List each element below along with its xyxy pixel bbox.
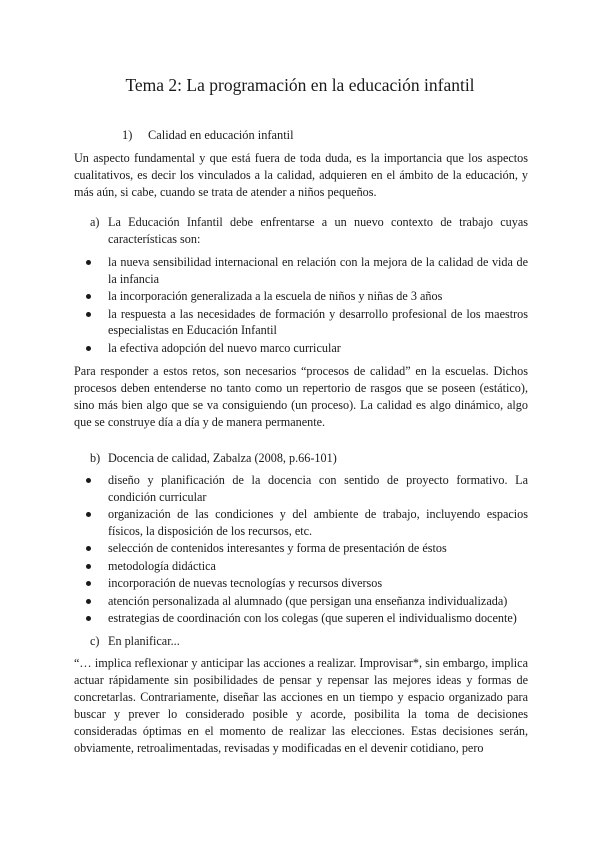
quote-paragraph: “… implica reflexionar y anticipar las acciones a realizar. Improvisar*, sin embargo, implica actuar rápidamente sin posibilidades de pensar y repensar las mejores ideas y formas de concretarlas. Contrariamente, diseñar las acciones en un tiempo y espacio organizado para buscar y prever lo considerado posible y acorde, posibilita la toma de decisiones consideradas óptimas en el momento de realizar las elecciones. Estas decisiones serán, obviamente, retroalimentadas, revisadas y modificadas en el devenir cotidiano, pero: [74, 656, 528, 755]
bullet-icon: [86, 581, 91, 586]
subsection-c-heading: [74, 633, 528, 650]
bullet-icon: [86, 260, 91, 265]
bullet-icon: [86, 564, 91, 569]
list-item: la nueva sensibilidad internacional en relación con la mejora de la calidad de vida de la infancia: [74, 254, 528, 287]
section-1-title: Calidad en educación infantil: [148, 128, 294, 142]
subsection-a-heading: [74, 214, 528, 248]
subsection-b-list: [74, 472, 528, 627]
list-item: atención personalizada al alumnado (que persigan una enseñanza individualizada): [74, 593, 528, 610]
section-1-number: 1): [122, 128, 133, 142]
bullet-icon: [86, 312, 91, 317]
bullet-icon: [86, 346, 91, 351]
subsection-a-label: a): [90, 215, 100, 229]
list-item: estrategias de coordinación con los colegas (que superen el individualismo docente): [74, 610, 528, 627]
bullet-icon: [86, 599, 91, 604]
bullet-icon: [86, 478, 91, 483]
list-item: selección de contenidos interesantes y forma de presentación de éstos: [74, 540, 528, 557]
bullet-icon: [86, 546, 91, 551]
subsection-c-text: En planificar...: [108, 634, 180, 648]
list-item: incorporación de nuevas tecnologías y recursos diversos: [74, 575, 528, 592]
list-item: la incorporación generalizada a la escuela de niños y niñas de 3 años: [74, 288, 528, 305]
bullet-icon: [86, 616, 91, 621]
subsection-c-label: c): [90, 634, 100, 648]
page-title: Tema 2: La programación en la educación infantil: [125, 75, 475, 95]
bullet-icon: [86, 512, 91, 517]
processes-paragraph: Para responder a estos retos, son necesarios “procesos de calidad” en la escuelas. Dichos procesos deben entenderse no tanto como un repertorio de rasgos que se poseen (estático), sino más bien algo que se va consiguiendo (un proceso). La calidad es algo dinámico, algo que se construye día a día y de manera permanente.: [74, 364, 528, 429]
list-item: metodología didáctica: [74, 558, 528, 575]
subsection-a-text: La Educación Infantil debe enfrentarse a un nuevo contexto de trabajo cuyas características son:: [108, 215, 528, 246]
intro-paragraph: Un aspecto fundamental y que está fuera de toda duda, es la importancia que los aspectos cualitativos, es decir los vinculados a la calidad, adquieren en el ámbito de la educación, y más aún, si cabe, cuando se trata de atender a niños pequeños.: [74, 151, 528, 199]
subsection-b-heading: [74, 450, 528, 467]
list-item: diseño y planificación de la docencia con sentido de proyecto formativo. La condición curricular: [74, 472, 528, 505]
list-item: la respuesta a las necesidades de formación y desarrollo profesional de los maestros especialistas en Educación Infantil: [74, 306, 528, 339]
list-item: organización de las condiciones y del ambiente de trabajo, incluyendo espacios físicos, la disposición de los recursos, etc.: [74, 506, 528, 539]
subsection-a-list: [74, 254, 528, 356]
bullet-icon: [86, 294, 91, 299]
list-item: la efectiva adopción del nuevo marco curricular: [74, 340, 528, 357]
subsection-b-label: b): [90, 451, 101, 465]
subsection-b-text: Docencia de calidad, Zabalza (2008, p.66-101): [108, 451, 337, 465]
